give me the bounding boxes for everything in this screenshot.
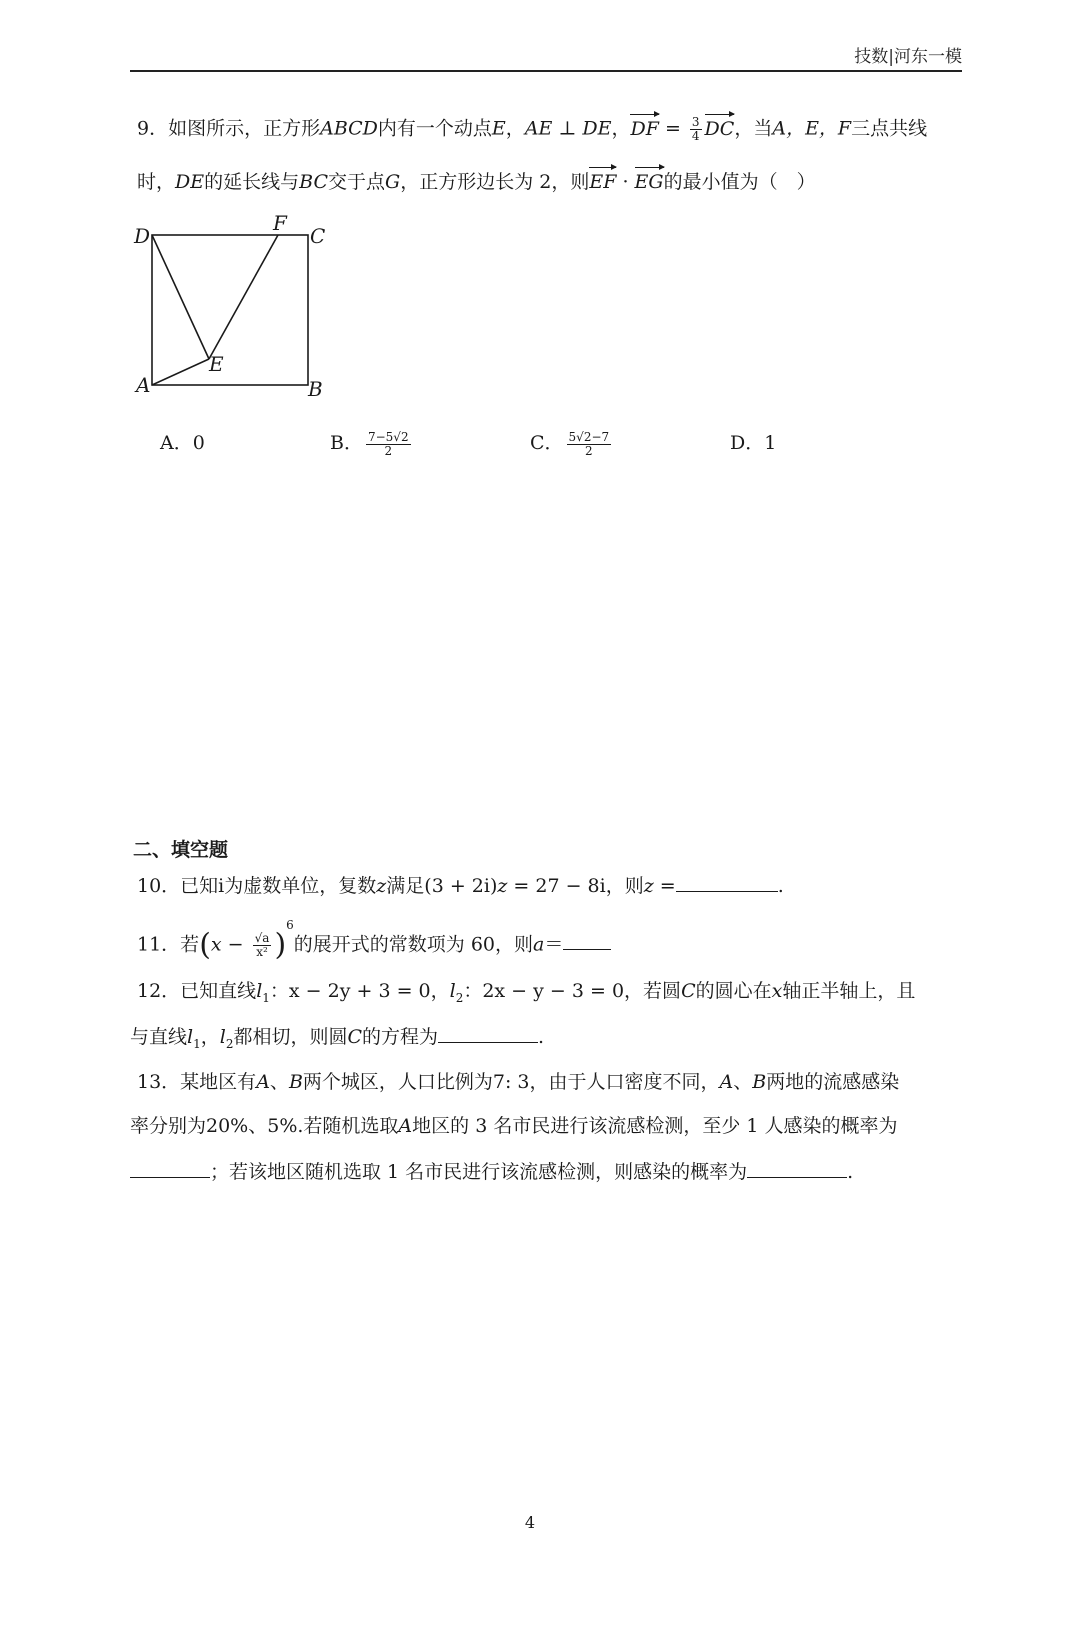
- q9-segment-bc: BC: [299, 171, 328, 193]
- q11-power: 6: [286, 918, 294, 932]
- q9-text: ，当: [734, 117, 773, 140]
- q12-l2: l: [219, 1026, 226, 1048]
- q10-text: = 27 − 8i，则: [507, 875, 644, 897]
- q10-z: z: [376, 875, 387, 897]
- q9-text: ，正方形边长为 2，则: [400, 171, 590, 193]
- option-b-fraction: [366, 431, 411, 458]
- q9-text: =: [658, 117, 687, 140]
- q13-b: B: [752, 1071, 767, 1093]
- q9-text: 的最小值为（ ）: [663, 171, 816, 193]
- q11-paren-close: ): [274, 927, 287, 963]
- option-b-label: B．: [330, 432, 363, 454]
- q12-text: ，: [200, 1026, 220, 1048]
- q12-l2: l: [449, 980, 456, 1002]
- q11-text: 的展开式的常数项为 60，则: [293, 933, 534, 956]
- q11-x: x: [210, 933, 222, 956]
- q13-text: ；若该地区随机选取 1 名市民进行该流感检测，则感染的概率为: [210, 1161, 748, 1183]
- q12-text: 都相切，则圆: [233, 1026, 348, 1048]
- q9-fraction-numerator: 3: [691, 115, 700, 129]
- q12-l1-sub: 1: [262, 990, 270, 1005]
- q13-line-1: [137, 1070, 899, 1094]
- option-a-label: A．: [160, 432, 193, 454]
- q11-answer-blank[interactable]: [563, 931, 611, 950]
- section-title: 二、填空题: [133, 839, 229, 861]
- q11-text: −: [221, 933, 250, 956]
- option-d[interactable]: [730, 430, 776, 456]
- q11-a: a: [533, 933, 545, 956]
- q12-text: 与直线: [130, 1026, 188, 1048]
- q12-line-1: [137, 979, 915, 1010]
- q9-vector-eg: EG: [634, 171, 664, 193]
- q12-l1: l: [256, 980, 263, 1002]
- q9-square-label: ABCD: [320, 117, 378, 140]
- q11-line: [137, 918, 611, 963]
- q13-a: A: [719, 1071, 734, 1093]
- q11-fraction-numerator: √a: [254, 930, 270, 945]
- q9-perp-expression: AE ⊥ DE: [524, 117, 612, 140]
- q13-text: 两个城区，人口比例为7: 3，由于人口密度不同，: [302, 1071, 720, 1093]
- q9-text: 9．如图所示，正方形: [137, 117, 321, 140]
- q13-answer-blank-1[interactable]: [130, 1159, 210, 1178]
- q11-paren-open: (: [199, 927, 211, 963]
- label-d: D: [134, 224, 151, 248]
- header-title: 技数|河东一模: [854, 47, 962, 67]
- q10-text: =: [653, 875, 676, 897]
- option-b-numerator: 7−5√2: [367, 429, 409, 444]
- q10-line: [137, 873, 784, 898]
- q13-period: .: [847, 1161, 854, 1183]
- q12-c: C: [681, 980, 696, 1002]
- q13-b: B: [288, 1071, 303, 1093]
- q12-text: 轴正半轴上，且: [782, 980, 916, 1002]
- q12-l1-sub: 1: [193, 1036, 201, 1051]
- q9-vector-df: DF: [630, 117, 659, 140]
- q12-eq2: ：2x − y − 3 = 0，若圆: [463, 980, 682, 1002]
- q11-text: ＝: [544, 933, 564, 956]
- q9-text: ·: [616, 171, 635, 193]
- q9-fraction-denominator: 4: [691, 129, 700, 143]
- q9-text: ，: [505, 117, 525, 140]
- option-b[interactable]: [330, 430, 414, 458]
- q9-line-2: [137, 170, 816, 194]
- q9-text: 交于点: [328, 171, 386, 193]
- q13-text: 13．某地区有: [137, 1071, 257, 1093]
- page-header: [130, 40, 962, 72]
- q9-text: 三点共线: [851, 117, 928, 140]
- q13-text: 地区的 3 名市民进行该流感检测，至少 1 人感染的概率为: [412, 1115, 898, 1137]
- q10-text: 10．已知i为虚数单位，复数: [137, 875, 377, 897]
- segment-ae: [152, 359, 209, 385]
- q13-text: 率分别为20%、5%.若随机选取: [130, 1115, 399, 1137]
- square-outline: [152, 235, 308, 385]
- q13-a: A: [256, 1071, 270, 1093]
- q9-point-e: E: [491, 117, 506, 140]
- q9-line-1: [137, 116, 927, 143]
- q12-period: .: [538, 1026, 545, 1048]
- page-number: 4: [524, 1513, 536, 1532]
- q9-point-g: G: [385, 171, 401, 193]
- q9-text: 的延长线与: [204, 171, 300, 193]
- q13-text: 两地的流感感染: [766, 1071, 900, 1093]
- q13-line-2: [130, 1114, 898, 1138]
- label-e: E: [209, 352, 224, 376]
- q12-l2-sub: 2: [225, 1036, 234, 1051]
- q11-fraction-denominator: x²: [256, 944, 268, 959]
- segment-ef: [209, 235, 278, 359]
- option-c[interactable]: [530, 430, 614, 458]
- option-c-denominator: 2: [585, 443, 593, 458]
- option-b-denominator: 2: [384, 443, 393, 458]
- q12-l1: l: [187, 1026, 194, 1048]
- q9-points-aef: A，E，F: [772, 117, 852, 140]
- q12-c: C: [347, 1026, 363, 1048]
- option-c-fraction: [567, 431, 612, 458]
- q12-x: x: [771, 980, 783, 1002]
- q13-a: A: [398, 1115, 413, 1137]
- q12-eq1: ：x − 2y + 3 = 0，: [269, 980, 450, 1002]
- segment-de: [152, 235, 209, 359]
- q10-z: z: [643, 875, 654, 897]
- q9-figure: [130, 214, 350, 408]
- label-b: B: [308, 377, 323, 401]
- option-a-value: 0: [192, 432, 205, 454]
- q12-text: 12．已知直线: [137, 980, 257, 1002]
- option-a[interactable]: [160, 430, 205, 456]
- q9-vector-dc: DC: [704, 117, 735, 140]
- option-d-label: D．: [730, 432, 765, 454]
- q13-line-3: [130, 1159, 853, 1184]
- q13-text: 、: [269, 1071, 289, 1093]
- q9-text: 内有一个动点: [377, 117, 492, 140]
- q11-fraction: [253, 932, 272, 959]
- q9-text: ，: [611, 117, 631, 140]
- q12-answer-blank[interactable]: [438, 1024, 538, 1043]
- q10-period: .: [777, 875, 784, 897]
- option-c-numerator: 5√2−7: [568, 429, 610, 444]
- option-c-label: C．: [530, 432, 564, 454]
- q9-segment-de: DE: [175, 171, 205, 193]
- q13-text: 、: [733, 1071, 753, 1093]
- label-a: A: [136, 373, 151, 397]
- label-f: F: [273, 214, 287, 235]
- q12-line-2: [130, 1024, 544, 1056]
- square-diagram: [130, 214, 350, 404]
- q12-text: 的圆心在: [695, 980, 772, 1002]
- q11-text: 11．若: [137, 933, 200, 956]
- q12-text: 的方程为: [362, 1026, 439, 1048]
- q12-l2-sub: 2: [455, 990, 464, 1005]
- q9-vector-ef: EF: [589, 171, 617, 193]
- q9-text: 时，: [137, 171, 176, 193]
- q10-z: z: [497, 875, 508, 897]
- q9-fraction: [690, 116, 702, 143]
- q10-answer-blank[interactable]: [676, 873, 778, 892]
- option-d-value: 1: [764, 432, 777, 454]
- q10-text: 满足(3 + 2i): [386, 875, 498, 897]
- q13-answer-blank-2[interactable]: [747, 1159, 847, 1178]
- label-c: C: [310, 224, 326, 248]
